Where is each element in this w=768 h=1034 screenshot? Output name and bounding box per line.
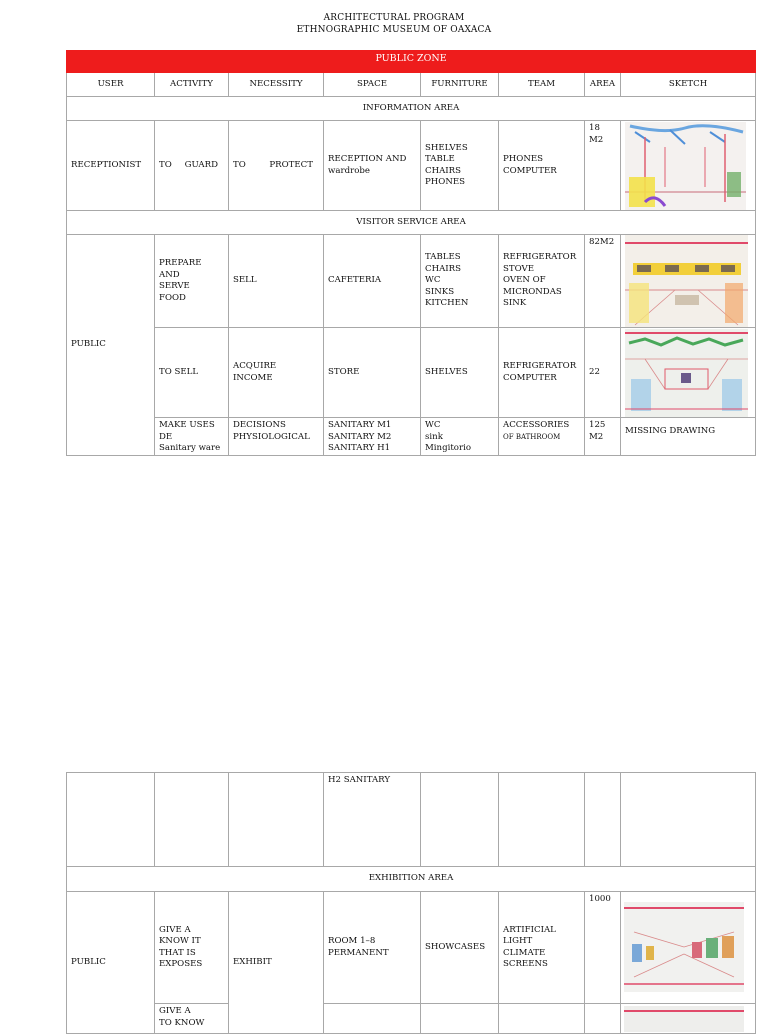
column-header-row xyxy=(67,73,756,97)
table-row xyxy=(67,892,756,1004)
team-sub: OF BATHROOM xyxy=(503,432,561,441)
team-cell: PHONES COMPUTER xyxy=(499,121,585,211)
sketch-cell xyxy=(621,328,756,418)
area-cell xyxy=(585,1004,621,1034)
space-cell: STORE xyxy=(324,328,421,418)
furniture-cell: SHELVES TABLE CHAIRS PHONES xyxy=(421,121,499,211)
team-cell xyxy=(499,773,585,867)
col-activity: ACTIVITY xyxy=(155,73,229,97)
section-visitor: VISITOR SERVICE AREA xyxy=(67,211,756,235)
necessity-word: TO xyxy=(233,159,246,170)
area-cell xyxy=(585,773,621,867)
sketch-reception xyxy=(625,122,746,210)
space-cell xyxy=(324,1004,421,1034)
user-cell: RECEPTIONIST xyxy=(67,121,155,211)
activity-word: GUARD xyxy=(184,159,218,170)
sketch-exhibition xyxy=(624,902,744,992)
activity-cell: TO SELL xyxy=(155,328,229,418)
necessity-cell: DECISIONS PHYSIOLOGICAL xyxy=(229,418,324,456)
area-cell: 18 M2 xyxy=(585,121,621,211)
user-cell xyxy=(67,773,155,867)
col-team: TEAM xyxy=(499,73,585,97)
table-row xyxy=(67,328,756,418)
activity-cell xyxy=(155,121,229,211)
sketch-missing: MISSING DRAWING xyxy=(621,418,756,456)
activity-cell: GIVE A TO KNOW xyxy=(155,1004,229,1034)
col-space: SPACE xyxy=(324,73,421,97)
table-row xyxy=(67,235,756,328)
furniture-cell: SHOWCASES xyxy=(421,892,499,1004)
sketch-cafeteria xyxy=(625,235,748,328)
section-exhibition: EXHIBITION AREA xyxy=(67,867,756,892)
necessity-cell: ACQUIRE INCOME xyxy=(229,328,324,418)
document-title-line2: ETHNOGRAPHIC MUSEUM OF OAXACA xyxy=(296,25,492,35)
necessity-cell: SELL xyxy=(229,235,324,328)
space-cell: SANITARY M1 SANITARY M2 SANITARY H1 xyxy=(324,418,421,456)
section-information: INFORMATION AREA xyxy=(67,97,756,121)
sketch-cell xyxy=(621,235,756,328)
area-cell: 22 xyxy=(585,328,621,418)
team-cell: REFRIGERATOR COMPUTER xyxy=(499,328,585,418)
furniture-cell: WC sink Mingitorio xyxy=(421,418,499,456)
space-cell: H2 SANITARY xyxy=(324,773,421,867)
space-cell: ROOM 1–8 PERMANENT xyxy=(324,892,421,1004)
area-cell: 82M2 xyxy=(585,235,621,328)
col-necessity: NECESSITY xyxy=(229,73,324,97)
document-title-line1: ARCHITECTURAL PROGRAM xyxy=(323,13,465,23)
furniture-cell xyxy=(421,1004,499,1034)
activity-cell: PREPARE AND SERVE FOOD xyxy=(155,235,229,328)
sketch-cell xyxy=(621,121,756,211)
table-row xyxy=(67,418,756,456)
team-cell: REFRIGERATOR STOVE OVEN OF MICRONDAS SINK xyxy=(499,235,585,328)
program-table-page2 xyxy=(66,772,756,1034)
zone-header-bar xyxy=(67,66,756,73)
program-table-page1 xyxy=(66,50,756,456)
furniture-cell xyxy=(421,773,499,867)
necessity-cell: EXHIBIT xyxy=(229,892,324,1034)
col-sketch: SKETCH xyxy=(621,73,756,97)
necessity-cell xyxy=(229,121,324,211)
necessity-cell xyxy=(229,773,324,867)
user-cell: PUBLIC xyxy=(67,892,155,1034)
user-cell: PUBLIC xyxy=(67,235,155,456)
activity-word: TO xyxy=(159,159,172,170)
zone-header: PUBLIC ZONE xyxy=(67,51,756,66)
area-cell: 1000 xyxy=(585,892,621,1004)
furniture-cell: SHELVES xyxy=(421,328,499,418)
col-furniture: FURNITURE xyxy=(421,73,499,97)
table-row xyxy=(67,1004,756,1034)
sketch-exhibition-2 xyxy=(624,1006,744,1032)
sketch-cell xyxy=(621,892,756,1004)
sketch-store xyxy=(625,329,748,418)
table-row xyxy=(67,773,756,867)
activity-cell: GIVE A KNOW IT THAT IS EXPOSES xyxy=(155,892,229,1004)
space-cell: RECEPTION AND wardrobe xyxy=(324,121,421,211)
necessity-word: PROTECT xyxy=(269,159,313,170)
area-cell: 125 M2 xyxy=(585,418,621,456)
sketch-cell xyxy=(621,1004,756,1034)
table-row xyxy=(67,121,756,211)
team-cell xyxy=(499,1004,585,1034)
activity-cell xyxy=(155,773,229,867)
col-user: USER xyxy=(67,73,155,97)
furniture-cell: TABLES CHAIRS WC SINKS KITCHEN xyxy=(421,235,499,328)
col-area: AREA xyxy=(585,73,621,97)
team-cell: ARTIFICIAL LIGHT CLIMATE SCREENS xyxy=(499,892,585,1004)
team-main: ACCESSORIES xyxy=(503,420,570,430)
sketch-cell xyxy=(621,773,756,867)
space-cell: CAFETERIA xyxy=(324,235,421,328)
team-cell xyxy=(499,418,585,456)
activity-cell: MAKE USES DE Sanitary ware xyxy=(155,418,229,456)
